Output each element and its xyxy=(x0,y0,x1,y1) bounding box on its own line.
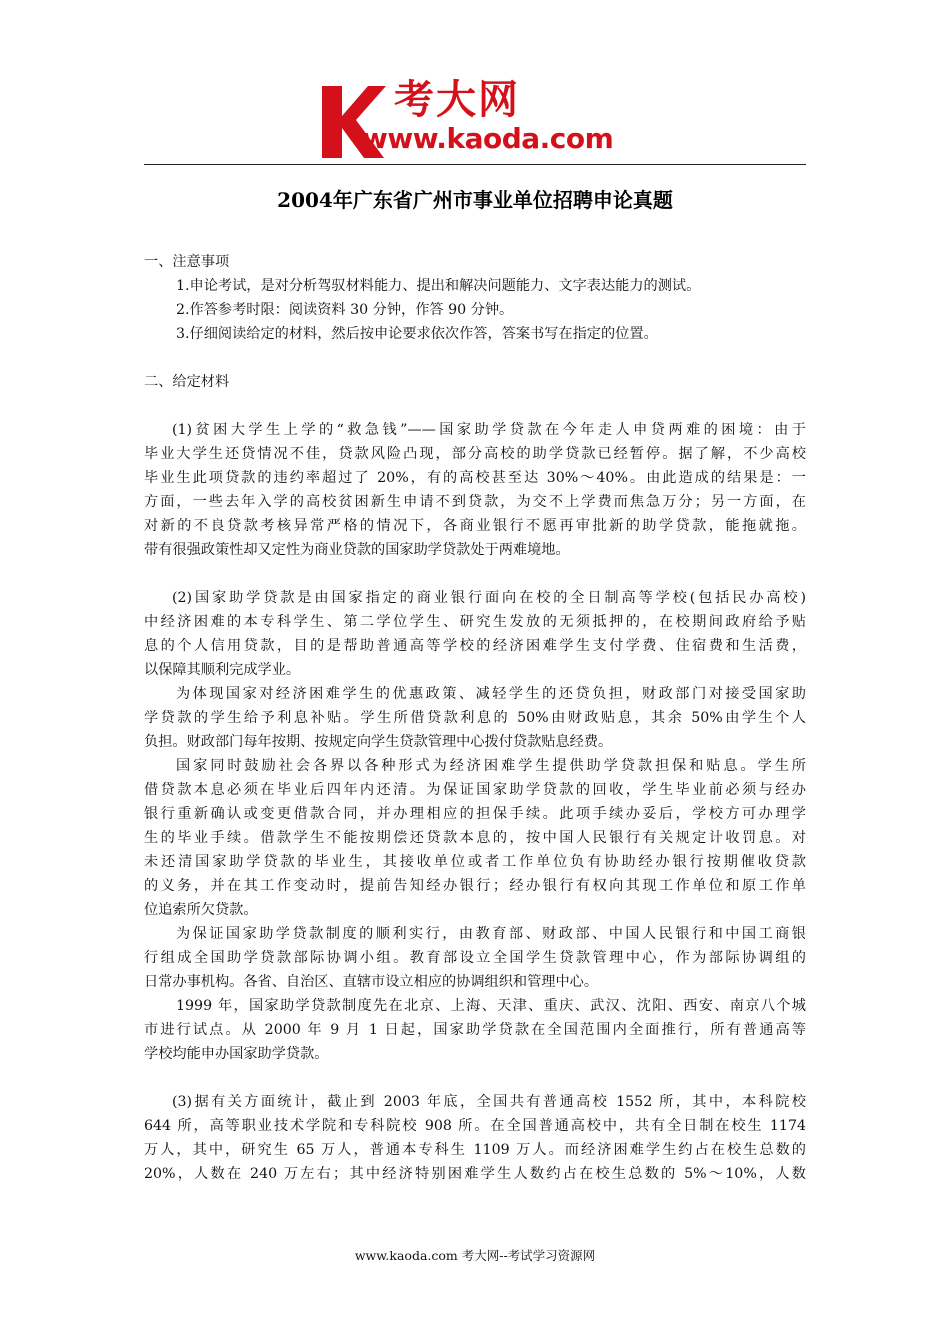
notes-item-1: 1.申论考试，是对分析驾驭材料能力、提出和解决问题能力、文字表达能力的测试。 xyxy=(176,278,701,294)
header-divider xyxy=(144,164,806,165)
text-line: (2)国家助学贷款是由国家指定的商业银行面向在校的全日制高等学校(包括民办高校) xyxy=(172,590,806,606)
text-line: 学校均能申办国家助学贷款。 xyxy=(144,1046,329,1062)
text-line: 的义务，并在其工作变动时，提前告知经办银行；经办银行有权向其现工作单位和原工作单 xyxy=(144,878,806,894)
text-line: 日常办事机构。各省、自治区、直辖市设立相应的协调组织和管理中心。 xyxy=(144,974,599,990)
text-line: 学贷款的学生给予利息补贴。学生所借贷款利息的 50%由财政贴息，其余 50%由学生个人 xyxy=(144,710,806,726)
logo-url-text: www.kaoda.com xyxy=(362,122,614,155)
document-title: 2004年广东省广州市事业单位招聘申论真题 xyxy=(277,188,673,212)
section-heading-notes: 一、注意事项 xyxy=(144,254,230,270)
text-line: 对新的不良贷款考核异常严格的情况下，各商业银行不愿再审批新的助学贷款，能拖就拖。 xyxy=(144,518,806,534)
text-line: 国家同时鼓励社会各界以各种形式为经济困难学生提供助学贷款担保和贴息。学生所 xyxy=(176,758,806,774)
notes-item-2: 2.作答参考时限：阅读资料 30 分钟，作答 90 分钟。 xyxy=(176,302,514,318)
text-line: 位追索所欠贷款。 xyxy=(144,902,258,918)
material-paragraph-2 xyxy=(144,586,806,1066)
text-line: 为保证国家助学贷款制度的顺利实行，由教育部、财政部、中国人民银行和中国工商银 xyxy=(176,926,806,942)
text-line: 毕业生此项贷款的违约率超过了 20%，有的高校甚至达 30%～40%。由此造成的结果是：一 xyxy=(144,470,806,486)
text-line: 1999 年，国家助学贷款制度先在北京、上海、天津、重庆、武汉、沈阳、西安、南京八个城 xyxy=(176,998,806,1014)
text-line: (3)据有关方面统计，截止到 2003 年底，全国共有普通高校 1552 所，其中，本科院校 xyxy=(172,1094,806,1110)
notes-item-3: 3.仔细阅读给定的材料，然后按申论要求依次作答，答案书写在指定的位置。 xyxy=(176,326,658,342)
text-line: 息的个人信用贷款，目的是帮助普通高等学校的经济困难学生支付学费、住宿费和生活费， xyxy=(144,638,806,654)
site-logo xyxy=(318,78,638,160)
text-line: 银行重新确认或变更借款合同，并办理相应的担保手续。此项手续办妥后，学校方可办理学 xyxy=(144,806,806,822)
text-line: 生的毕业手续。借款学生不能按期偿还贷款本息的，按中国人民银行有关规定计收罚息。对 xyxy=(144,830,806,846)
text-line: 毕业大学生还贷情况不佳，贷款风险凸现，部分高校的助学贷款已经暂停。据了解，不少高校 xyxy=(144,446,806,462)
text-line: 以保障其顺利完成学业。 xyxy=(144,662,301,678)
text-line: 中经济困难的本专科学生、第二学位学生、研究生发放的无须抵押的，在校期间政府给予贴 xyxy=(144,614,806,630)
text-line: 带有很强政策性却又定性为商业贷款的国家助学贷款处于两难境地。 xyxy=(144,542,570,558)
text-line: 借贷款本息必须在毕业后四年内还清。为保证国家助学贷款的回收，学生毕业前必须与经办 xyxy=(144,782,806,798)
text-line: 未还清国家助学贷款的毕业生，其接收单位或者工作单位负有协助经办银行按期催收贷款 xyxy=(144,854,806,870)
text-line: 行组成全国助学贷款部际协调小组。教育部设立全国学生贷款管理中心，作为部际协调组的 xyxy=(144,950,806,966)
text-line: 644 所，高等职业技术学院和专科院校 908 所。在全国普通高校中，共有全日制在校生 1174 xyxy=(144,1118,806,1134)
material-paragraph-1 xyxy=(144,418,806,562)
logo-chinese-text: 考大网 xyxy=(394,77,520,123)
material-paragraph-3 xyxy=(144,1090,806,1186)
text-line: (1)贫困大学生上学的“救急钱”——国家助学贷款在今年走人申贷两难的困境：由于 xyxy=(172,422,806,438)
text-line: 方面，一些去年入学的高校贫困新生申请不到贷款，为交不上学费而焦急万分；另一方面，在 xyxy=(144,494,806,510)
text-line: 20%，人数在 240 万左右；其中经济特别困难学生人数约占在校生总数的 5%～10%，人数 xyxy=(144,1166,806,1182)
section-heading-materials: 二、给定材料 xyxy=(144,374,230,390)
text-line: 负担。财政部门每年按期、按规定向学生贷款管理中心拨付贷款贴息经费。 xyxy=(144,734,613,750)
document-body xyxy=(144,250,806,1186)
page-footer: www.kaoda.com 考大网--考试学习资源网 xyxy=(354,1248,596,1263)
text-line: 万人，其中，研究生 65 万人，普通本专科生 1109 万人。而经济困难学生约占在校生总数的 xyxy=(144,1142,806,1158)
text-line: 市进行试点。从 2000 年 9 月 1 日起，国家助学贷款在全国范围内全面推行，所有普通高等 xyxy=(144,1022,806,1038)
text-line: 为体现国家对经济困难学生的优惠政策、减轻学生的还贷负担，财政部门对接受国家助 xyxy=(176,686,806,702)
